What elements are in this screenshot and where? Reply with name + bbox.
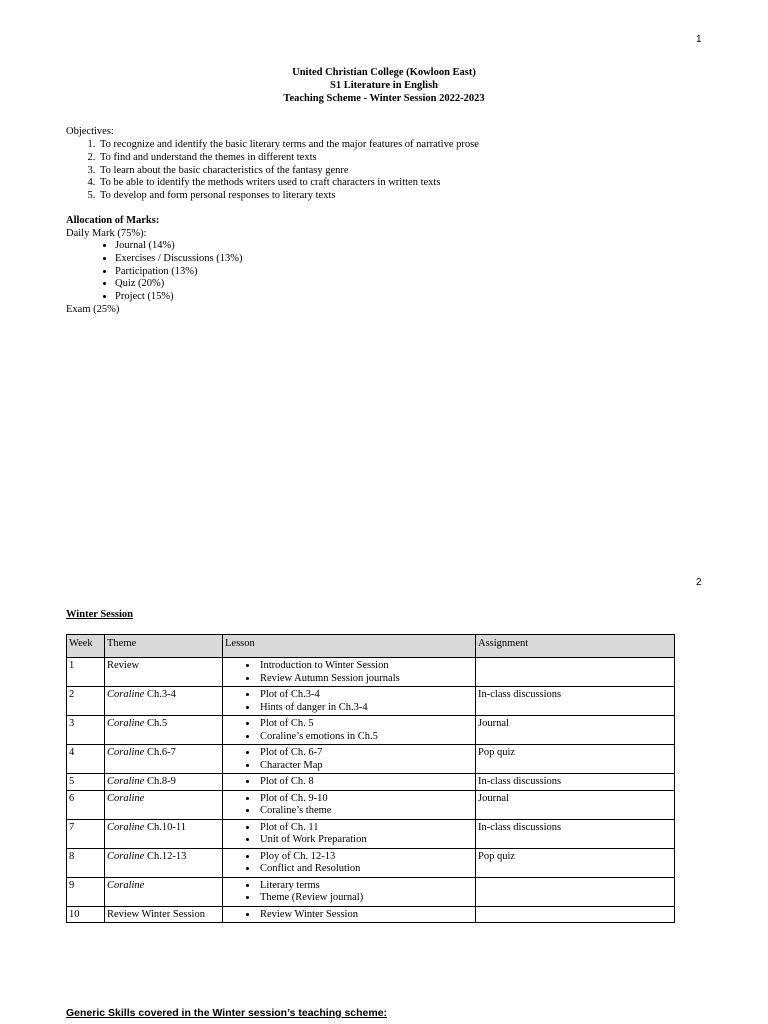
theme-chapters: Review Winter Session xyxy=(107,908,205,920)
theme-cell xyxy=(105,716,223,745)
table-body xyxy=(67,658,675,923)
theme-chapters: Ch.3-4 xyxy=(144,689,176,700)
theme-cell xyxy=(105,790,223,819)
week-cell: 1 xyxy=(67,658,105,687)
assignment-cell: In-class discussions xyxy=(476,687,675,716)
lesson-list xyxy=(225,822,473,847)
mark-item: • Journal (14%) xyxy=(115,240,242,253)
theme-title: Coraline xyxy=(107,850,145,862)
table-row xyxy=(67,774,675,791)
lesson-list xyxy=(225,880,473,905)
objectives-label: Objectives: xyxy=(66,126,114,137)
theme-title: Coraline xyxy=(107,879,145,891)
week-cell: 7 xyxy=(67,819,105,848)
mark-item: • Quiz (20%) xyxy=(115,278,242,291)
lesson-item: • Conflict and Resolution xyxy=(258,863,473,876)
marks-list xyxy=(66,240,242,304)
lesson-cell xyxy=(223,790,476,819)
scheme-title: Teaching Scheme - Winter Session 2022-2023 xyxy=(283,93,485,104)
theme-title: Coraline xyxy=(107,776,145,787)
lesson-cell xyxy=(223,774,476,791)
theme-chapters: Ch.5 xyxy=(144,718,168,729)
page-number: 2 xyxy=(696,577,702,588)
theme-chapters: Ch.8-9 xyxy=(144,776,176,787)
theme-cell xyxy=(105,906,223,923)
assignment-cell xyxy=(476,658,675,687)
table-row xyxy=(67,790,675,819)
lesson-item: • Ploy of Ch. 12-13 xyxy=(258,851,473,864)
mark-item: • Project (15%) xyxy=(115,291,242,304)
lesson-item: • Character Map xyxy=(258,760,473,773)
week-cell: 4 xyxy=(67,745,105,774)
theme-cell xyxy=(105,687,223,716)
theme-chapters: Ch.12-13 xyxy=(144,850,187,862)
theme-title: Coraline xyxy=(107,747,145,758)
column-header-assignment: Assignment xyxy=(476,635,675,658)
document-header xyxy=(0,66,768,105)
objective-item: 1. To recognize and identify the basic literary terms and the major features of narrative prose xyxy=(98,139,479,152)
lesson-list xyxy=(225,909,473,922)
school-name: United Christian College (Kowloon East) xyxy=(292,67,476,78)
week-cell: 9 xyxy=(67,877,105,906)
week-cell: 6 xyxy=(67,790,105,819)
week-cell: 8 xyxy=(67,848,105,877)
lesson-item: • Plot of Ch. 5 xyxy=(258,718,473,731)
theme-cell xyxy=(105,745,223,774)
lesson-item: • Plot of Ch. 6-7 xyxy=(258,747,473,760)
assignment-cell: Pop quiz xyxy=(476,745,675,774)
theme-title: Coraline xyxy=(107,821,145,833)
lesson-cell xyxy=(223,687,476,716)
lesson-list xyxy=(225,660,473,685)
winter-session-title: Winter Session xyxy=(66,609,133,620)
table-row xyxy=(67,848,675,877)
theme-cell xyxy=(105,848,223,877)
lesson-item: • Hints of danger in Ch.3-4 xyxy=(258,702,473,715)
lesson-cell xyxy=(223,716,476,745)
objective-item: 2. To find and understand the themes in different texts xyxy=(98,152,479,165)
theme-title: Coraline xyxy=(107,718,145,729)
exam-mark-label: Exam (25%) xyxy=(66,304,120,315)
objective-item: 3. To learn about the basic characteristics of the fantasy genre xyxy=(98,165,479,178)
theme-chapters: Review xyxy=(107,660,140,671)
week-cell: 3 xyxy=(67,716,105,745)
lesson-list xyxy=(225,718,473,743)
lesson-item: • Introduction to Winter Session xyxy=(258,660,473,673)
lesson-list xyxy=(225,689,473,714)
lesson-item: • Theme (Review journal) xyxy=(258,892,473,905)
assignment-cell: In-class discussions xyxy=(476,774,675,791)
theme-cell xyxy=(105,658,223,687)
assignment-cell: Journal xyxy=(476,790,675,819)
assignment-cell: Pop quiz xyxy=(476,848,675,877)
theme-cell xyxy=(105,877,223,906)
page-number: 1 xyxy=(696,34,702,45)
assignment-cell xyxy=(476,877,675,906)
column-header-theme: Theme xyxy=(105,635,223,658)
theme-chapters: Ch.10-11 xyxy=(144,821,186,833)
lesson-item: • Literary terms xyxy=(258,880,473,893)
week-cell: 5 xyxy=(67,774,105,791)
table-header-row xyxy=(67,635,675,658)
assignment-cell xyxy=(476,906,675,923)
lesson-item: • Coraline’s emotions in Ch.5 xyxy=(258,731,473,744)
lesson-cell xyxy=(223,819,476,848)
lesson-cell xyxy=(223,848,476,877)
allocation-title: Allocation of Marks: xyxy=(66,215,160,226)
lesson-item: • Plot of Ch. 9-10 xyxy=(258,793,473,806)
lesson-list xyxy=(225,776,473,789)
objective-item: 4. To be able to identify the methods writers used to craft characters in written texts xyxy=(98,177,479,190)
lesson-cell xyxy=(223,877,476,906)
mark-item: • Exercises / Discussions (13%) xyxy=(115,253,242,266)
table-row xyxy=(67,745,675,774)
lesson-item: • Review Winter Session xyxy=(258,909,473,922)
mark-item: • Participation (13%) xyxy=(115,266,242,279)
table-row xyxy=(67,658,675,687)
table-row xyxy=(67,716,675,745)
week-cell: 10 xyxy=(67,906,105,923)
lesson-item: • Plot of Ch. 11 xyxy=(258,822,473,835)
subject-name: S1 Literature in English xyxy=(329,80,439,91)
objectives-list xyxy=(66,139,479,203)
lesson-list xyxy=(225,747,473,772)
lesson-item: • Unit of Work Preparation xyxy=(258,834,473,847)
table-row xyxy=(67,687,675,716)
table-row xyxy=(67,877,675,906)
theme-title: Coraline xyxy=(107,792,145,804)
lesson-list xyxy=(225,851,473,876)
column-header-lesson: Lesson xyxy=(223,635,476,658)
assignment-cell: Journal xyxy=(476,716,675,745)
theme-cell xyxy=(105,819,223,848)
lesson-item: • Plot of Ch. 8 xyxy=(258,776,473,789)
table-row xyxy=(67,819,675,848)
teaching-scheme-table xyxy=(66,634,675,923)
lesson-item: • Plot of Ch.3-4 xyxy=(258,689,473,702)
week-cell: 2 xyxy=(67,687,105,716)
daily-mark-label: Daily Mark (75%): xyxy=(66,228,147,239)
lesson-item: • Review Autumn Session journals xyxy=(258,673,473,686)
theme-chapters: Ch.6-7 xyxy=(144,747,176,758)
lesson-list xyxy=(225,793,473,818)
column-header-week: Week xyxy=(67,635,105,658)
generic-skills-title: Generic Skills covered in the Winter session’s teaching scheme: xyxy=(66,1007,388,1019)
lesson-cell xyxy=(223,906,476,923)
lesson-item: • Coraline’s theme xyxy=(258,805,473,818)
lesson-cell xyxy=(223,745,476,774)
lesson-cell xyxy=(223,658,476,687)
theme-title: Coraline xyxy=(107,689,145,700)
table-row xyxy=(67,906,675,923)
assignment-cell: In-class discussions xyxy=(476,819,675,848)
objective-item: 5. To develop and form personal responses to literary texts xyxy=(98,190,479,203)
theme-cell xyxy=(105,774,223,791)
